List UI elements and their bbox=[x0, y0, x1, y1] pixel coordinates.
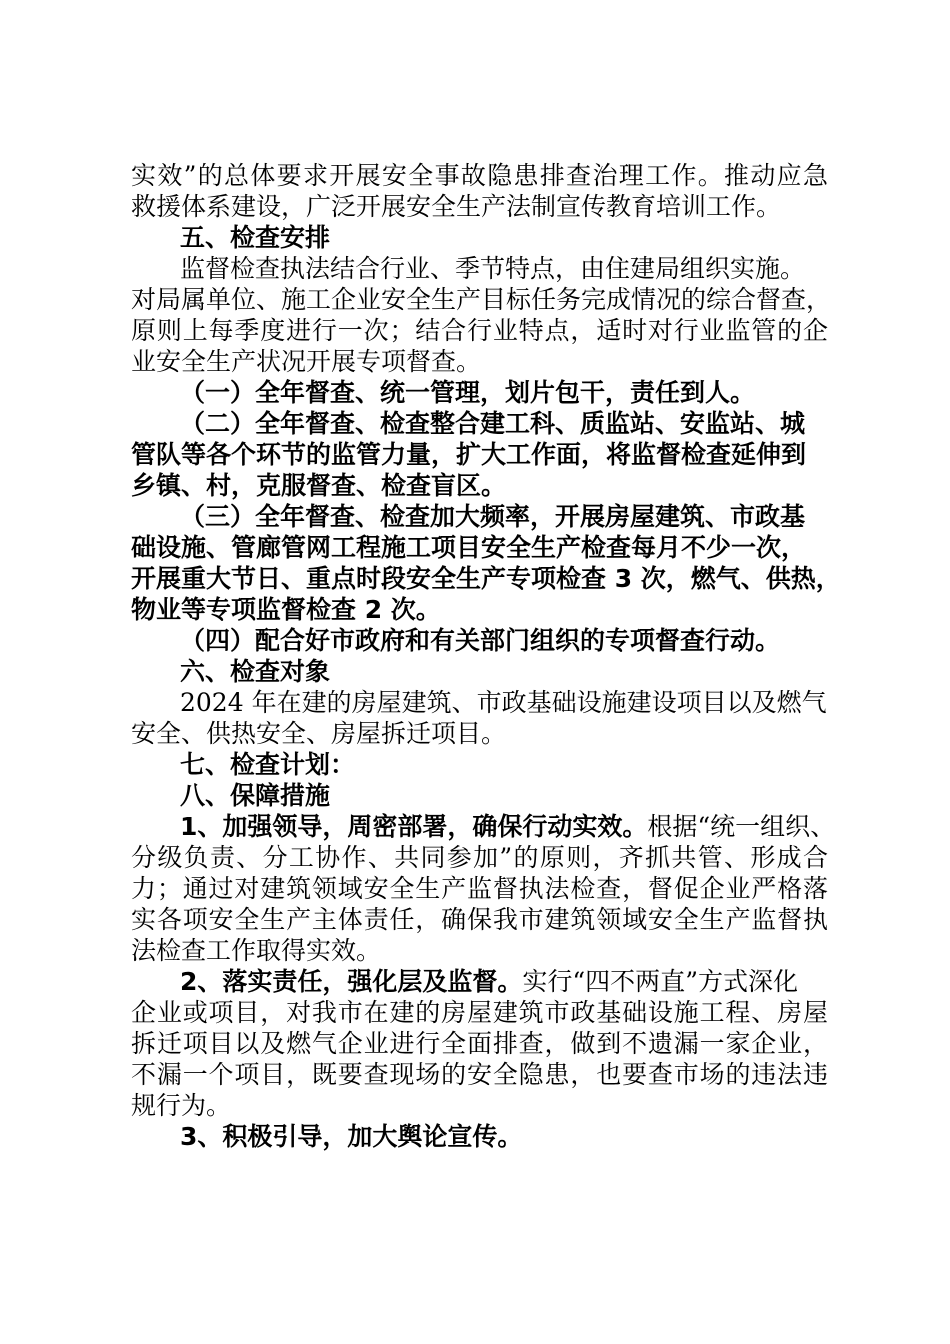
text-line-2: 救援体系建设，广泛开展安全生产法制宣传教育培训工作。 bbox=[131, 192, 782, 221]
text-line-3: 五、检查安排 bbox=[180, 223, 331, 252]
text-line-9: （二）全年督查、检查整合建工科、质监站、安监站、城 bbox=[180, 409, 806, 438]
text-line-24: 力；通过对建筑领域安全生产监督执法检查，督促企业严格落 bbox=[131, 874, 828, 903]
text-line-18: 2024 年在建的房屋建筑、市政基础设施建设项目以及燃气 bbox=[180, 688, 827, 717]
text-line-23: 分级负责、分工协作、共同参加”的原则，齐抓共管、形成合 bbox=[131, 843, 828, 872]
text-segment: 2、落实责任，强化层及监督。 bbox=[180, 967, 523, 996]
text-line-13: 础设施、管廊管网工程施工项目安全生产检查每月不少一次， bbox=[131, 533, 807, 562]
text-line-6: 原则上每季度进行一次；结合行业特点，适时对行业监管的企 bbox=[131, 316, 828, 345]
text-line-1: 实效”的总体要求开展安全事故隐患排查治理工作。推动应急 bbox=[131, 161, 828, 190]
text-line-29: 拆迁项目以及燃气企业进行全面排查，做到不遗漏一家企业， bbox=[131, 1029, 828, 1058]
text-line-14: 开展重大节日、重点时段安全生产专项检查 3 次，燃气、供热， bbox=[131, 564, 841, 593]
text-line-25: 实各项安全生产主体责任，确保我市建筑领域安全生产监督执 bbox=[131, 905, 828, 934]
text-segment: 1、加强领导，周密部署，确保行动实效。 bbox=[180, 812, 648, 841]
text-line-7: 业安全生产状况开展专项督查。 bbox=[131, 347, 482, 376]
text-line-5: 对局属单位、施工企业安全生产目标任务完成情况的综合督查， bbox=[131, 285, 832, 314]
text-line-21: 八、保障措施 bbox=[180, 781, 331, 810]
text-segment: 根据“统一组织、 bbox=[647, 812, 836, 841]
text-line-32: 3、积极引导，加大舆论宣传。 bbox=[180, 1122, 523, 1151]
text-segment: 实行“四不两直”方式深化 bbox=[522, 967, 798, 996]
text-line-8: （一）全年督查、统一管理，划片包干，责任到人。 bbox=[180, 378, 756, 407]
text-line-17: 六、检查对象 bbox=[180, 657, 331, 686]
text-line-11: 乡镇、村，克服督查、检查盲区。 bbox=[131, 471, 507, 500]
text-line-31: 规行为。 bbox=[131, 1091, 232, 1120]
text-line-26: 法检查工作取得实效。 bbox=[131, 936, 382, 965]
text-line-12: （三）全年督查、检查加大频率，开展房屋建筑、市政基 bbox=[180, 502, 806, 531]
text-line-30: 不漏一个项目，既要查现场的安全隐患，也要查市场的违法违 bbox=[131, 1060, 828, 1089]
text-line-28: 企业或项目，对我市在建的房屋建筑市政基础设施工程、房屋 bbox=[131, 998, 828, 1027]
text-line-15: 物业等专项监督检查 2 次。 bbox=[131, 595, 441, 624]
text-line-10: 管队等各个环节的监管力量，扩大工作面，将监督检查延伸到 bbox=[131, 440, 807, 469]
text-line-27 bbox=[180, 966, 950, 998]
text-line-16: （四）配合好市政府和有关部门组织的专项督查行动。 bbox=[180, 626, 781, 655]
text-line-4: 监督检查执法结合行业、季节特点，由住建局组织实施。 bbox=[180, 254, 806, 283]
text-line-22 bbox=[180, 811, 950, 843]
text-line-20: 七、检查计划： bbox=[180, 750, 356, 779]
text-line-19: 安全、供热安全、房屋拆迁项目。 bbox=[131, 719, 507, 748]
